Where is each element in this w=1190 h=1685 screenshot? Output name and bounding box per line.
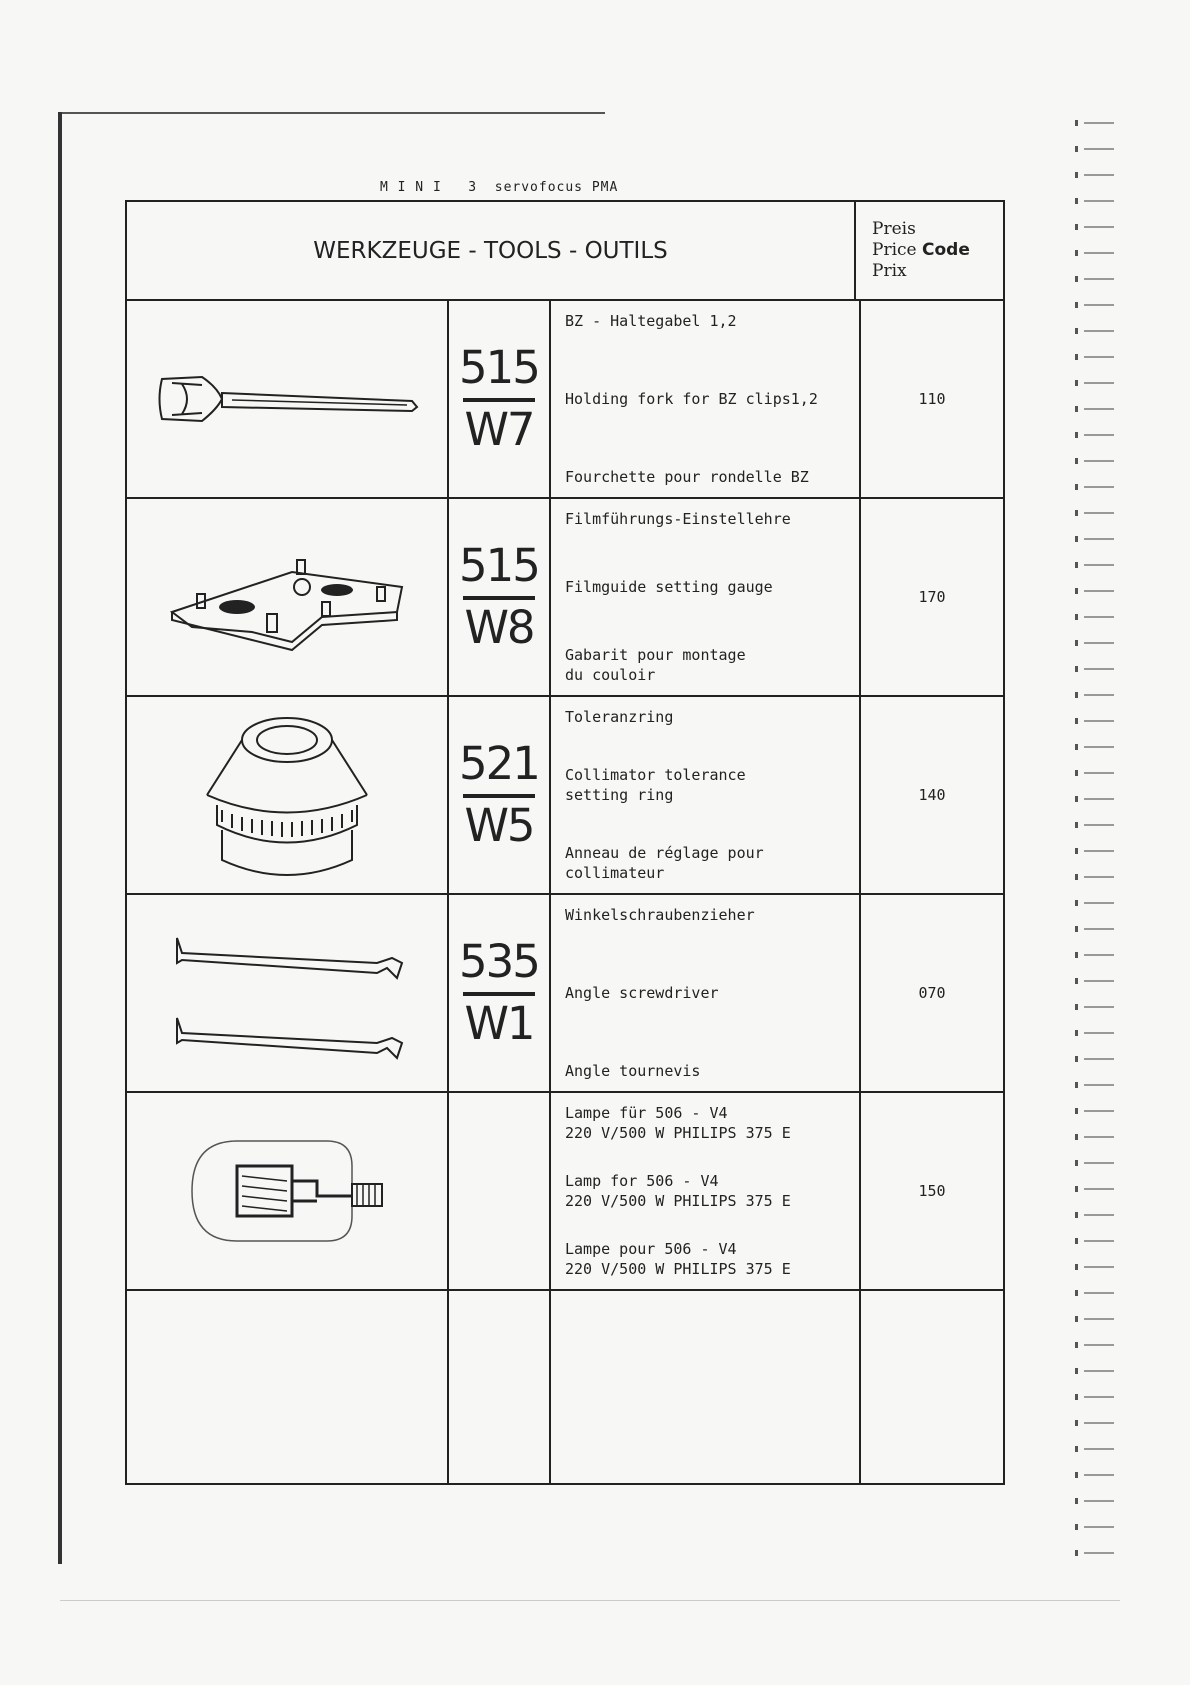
description-english: Angle screwdriver <box>565 984 719 1002</box>
page-edge-left <box>58 112 62 1564</box>
part-number-divider <box>463 596 535 600</box>
spiral-ring <box>1075 1160 1078 1166</box>
spiral-ring <box>1075 666 1078 672</box>
spiral-ring <box>1075 1030 1078 1036</box>
description-cell <box>551 499 861 695</box>
tools-table <box>125 200 1005 1485</box>
part-number-divider <box>463 992 535 996</box>
spiral-ring <box>1075 1472 1078 1478</box>
part-number-bottom: W5 <box>464 799 534 852</box>
row-illustration-cell <box>127 697 449 893</box>
price-code <box>861 1291 1003 1483</box>
description-cell <box>551 1093 861 1289</box>
spiral-ring <box>1075 822 1078 828</box>
spiral-ring <box>1075 1238 1078 1244</box>
spiral-ring <box>1075 1212 1078 1218</box>
angle-screwdriver-illustration <box>157 918 417 1068</box>
spiral-ring <box>1075 1550 1078 1556</box>
price-code: 140 <box>918 786 946 804</box>
page-edge-top <box>60 112 605 114</box>
row-illustration-cell <box>127 895 449 1091</box>
spiral-ring <box>1075 718 1078 724</box>
spiral-ring <box>1075 1082 1078 1088</box>
spiral-ring <box>1075 952 1078 958</box>
spiral-ring <box>1075 1004 1078 1010</box>
part-number <box>449 301 551 497</box>
spiral-ring <box>1075 796 1078 802</box>
price-code: 170 <box>918 588 946 606</box>
part-number <box>449 895 551 1091</box>
spiral-ring <box>1075 146 1078 152</box>
description-cell <box>551 1291 861 1483</box>
part-number <box>449 499 551 695</box>
spiral-ring <box>1075 406 1078 412</box>
spiral-ring <box>1075 900 1078 906</box>
spiral-ring <box>1075 1056 1078 1062</box>
spiral-ring <box>1075 432 1078 438</box>
spiral-ring <box>1075 1134 1078 1140</box>
spiral-ring <box>1075 1186 1078 1192</box>
description-english: Holding fork for BZ clips1,2 <box>565 390 818 408</box>
document-header: M I N I 3 servofocus PMA <box>380 180 619 195</box>
description-english: Filmguide setting gauge <box>565 578 773 596</box>
description-cell <box>551 301 861 497</box>
price-code: 150 <box>918 1182 946 1200</box>
part-number-divider <box>463 398 535 402</box>
description-english: Collimator tolerance setting ring <box>565 766 746 804</box>
part-number-bottom: W7 <box>464 403 534 456</box>
spiral-ring <box>1075 588 1078 594</box>
part-number-divider <box>463 794 535 798</box>
spiral-ring <box>1075 302 1078 308</box>
table-row <box>127 499 1003 697</box>
description-french: Anneau de réglage pour collimateur <box>565 844 764 882</box>
spiral-ring <box>1075 874 1078 880</box>
table-row <box>127 301 1003 499</box>
row-illustration-cell <box>127 1291 449 1483</box>
description-german: BZ - Haltegabel 1,2 <box>565 312 737 330</box>
description-cell <box>551 697 861 893</box>
spiral-ring <box>1075 120 1078 126</box>
spiral-ring <box>1075 1420 1078 1426</box>
spiral-ring <box>1075 172 1078 178</box>
spiral-ring <box>1075 744 1078 750</box>
row-illustration-cell <box>127 1093 449 1289</box>
description-german: Lampe für 506 - V4 220 V/500 W PHILIPS 375 E <box>565 1104 791 1142</box>
table-title: WERKZEUGE - TOOLS - OUTILS <box>127 202 856 299</box>
part-number <box>449 697 551 893</box>
spiral-ring <box>1075 250 1078 256</box>
row-illustration-cell <box>127 499 449 695</box>
spiral-ring <box>1075 354 1078 360</box>
holding-fork-illustration <box>142 349 432 449</box>
page-edge-bottom <box>60 1600 1120 1601</box>
spiral-ring <box>1075 978 1078 984</box>
description-french: Fourchette pour rondelle BZ <box>565 468 809 486</box>
part-number <box>449 1093 551 1289</box>
table-row-empty <box>127 1291 1003 1483</box>
price-header-price: Price <box>872 240 917 260</box>
part-number-top: 521 <box>459 737 539 790</box>
spiral-ring <box>1075 276 1078 282</box>
spiral-ring <box>1075 510 1078 516</box>
spiral-ring <box>1075 380 1078 386</box>
spiral-ring <box>1075 1264 1078 1270</box>
spiral-ring <box>1075 224 1078 230</box>
price-code: 070 <box>918 984 946 1002</box>
description-german: Winkelschraubenzieher <box>565 906 755 924</box>
spiral-ring <box>1075 1498 1078 1504</box>
part-number-bottom: W8 <box>464 601 534 654</box>
tolerance-ring-illustration <box>187 710 387 880</box>
lamp-bulb-illustration <box>177 1126 397 1256</box>
spiral-ring <box>1075 562 1078 568</box>
part-number-bottom: W1 <box>464 997 534 1050</box>
spiral-ring <box>1075 692 1078 698</box>
description-french: Lampe pour 506 - V4 220 V/500 W PHILIPS 375 E <box>565 1240 791 1278</box>
table-row <box>127 697 1003 895</box>
spiral-ring <box>1075 536 1078 542</box>
table-row <box>127 895 1003 1093</box>
spiral-ring <box>1075 1524 1078 1530</box>
part-number-top: 515 <box>459 539 539 592</box>
price-code-header <box>856 202 1003 299</box>
description-french: Angle tournevis <box>565 1062 701 1080</box>
spiral-ring <box>1075 1446 1078 1452</box>
spiral-binding <box>1075 120 1125 1600</box>
spiral-ring <box>1075 328 1078 334</box>
part-number <box>449 1291 551 1483</box>
setting-gauge-illustration <box>142 532 432 662</box>
spiral-ring <box>1075 1342 1078 1348</box>
spiral-ring <box>1075 484 1078 490</box>
spiral-ring <box>1075 198 1078 204</box>
description-cell <box>551 895 861 1091</box>
table-row <box>127 1093 1003 1291</box>
part-number-top: 535 <box>459 935 539 988</box>
description-english: Lamp for 506 - V4 220 V/500 W PHILIPS 375 E <box>565 1172 791 1210</box>
price-header-line1: Preis <box>872 219 916 239</box>
spiral-ring <box>1075 458 1078 464</box>
spiral-ring <box>1075 1368 1078 1374</box>
spiral-ring <box>1075 640 1078 646</box>
spiral-ring <box>1075 614 1078 620</box>
spiral-ring <box>1075 1290 1078 1296</box>
price-header-line3: Prix <box>872 261 907 281</box>
table-title-row <box>127 202 1003 301</box>
description-german: Filmführungs-Einstellehre <box>565 510 791 528</box>
price-code: 110 <box>918 390 946 408</box>
spiral-ring <box>1075 1394 1078 1400</box>
row-illustration-cell <box>127 301 449 497</box>
spiral-ring <box>1075 848 1078 854</box>
description-german: Toleranzring <box>565 708 674 726</box>
part-number-top: 515 <box>459 341 539 394</box>
price-header-code: Code <box>922 240 970 260</box>
spiral-ring <box>1075 1316 1078 1322</box>
spiral-ring <box>1075 926 1078 932</box>
description-french: Gabarit pour montage du couloir <box>565 646 746 684</box>
spiral-ring <box>1075 1108 1078 1114</box>
price-header-line2 <box>872 240 1003 261</box>
spiral-ring <box>1075 770 1078 776</box>
